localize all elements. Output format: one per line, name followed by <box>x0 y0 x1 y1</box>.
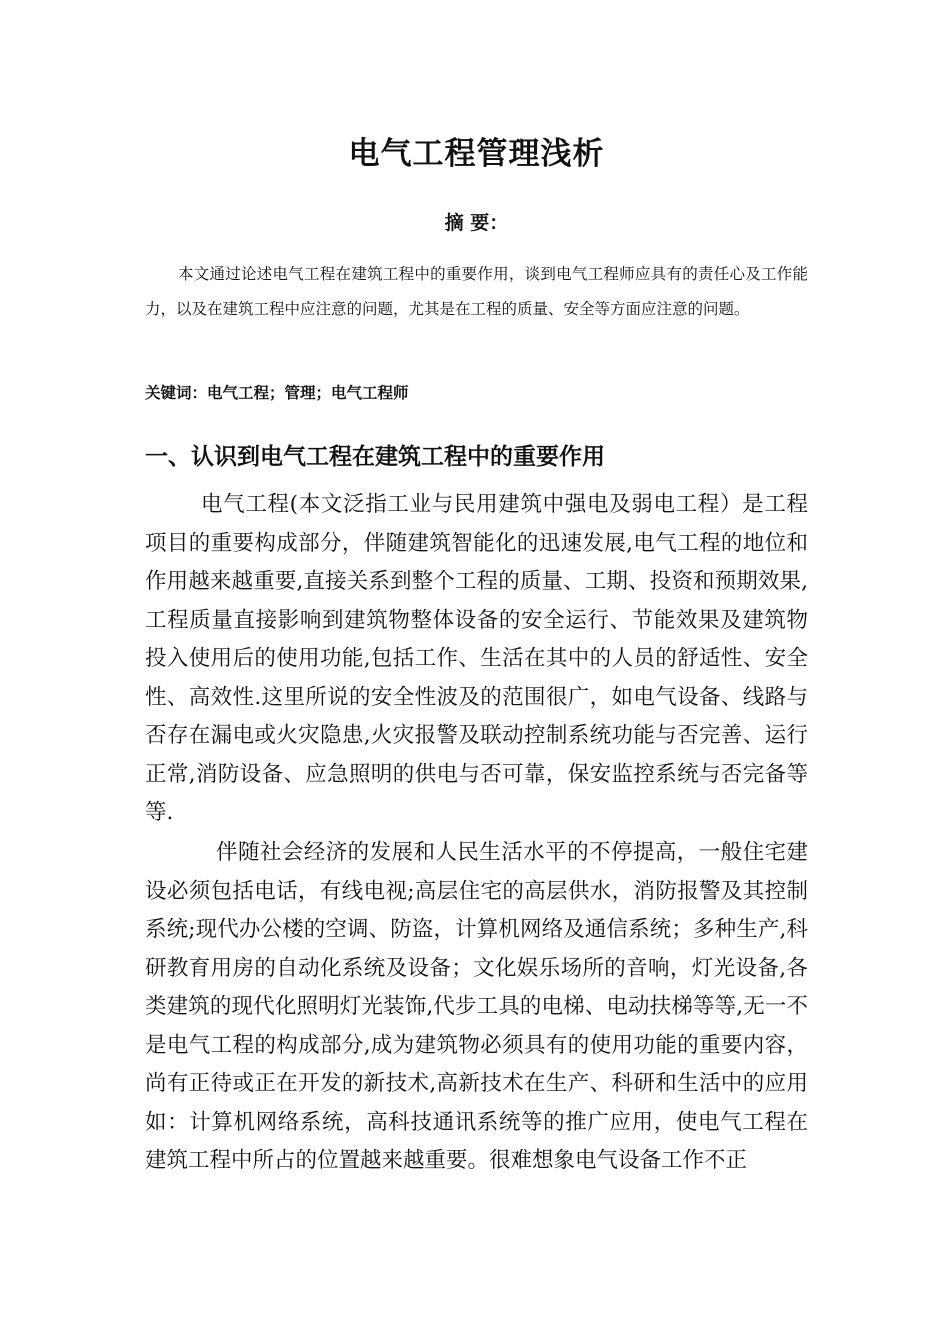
body-paragraph: 伴随社会经济的发展和人民生活水平的不停提高，一般住宅建设必须包括电话，有线电视;高层住宅的高层供水，消防报警及其控制系统;现代办公楼的空调、防盗，计算机网络及通信系统；多种生产,科研教育用房的自动化系统及设备；文化娱乐场所的音响，灯光设备,各类建筑的现代化照明灯光装饰,代步工具的电梯、电动扶梯等等,无一不是电气工程的构成部分,成为建筑物必须具有的使用功能的重要内容，尚有正待或正在开发的新技术,高新技术在生产、科研和生活中的应用如：计算机网络系统，高科技通讯系统等的推广应用，使电气工程在建筑工程中所占的位置越来越重要。很难想象电气设备工作不正 <box>145 840 808 1173</box>
body-paragraph: 电气工程(本文泛指工业与民用建筑中强电及弱电工程）是工程项目的重要构成部分，伴随建筑智能化的迅速发展,电气工程的地位和作用越来越重要,直接关系到整个工程的质量、工期、投资和预期效果,工程质量直接影响到建筑物整体设备的安全运行、节能效果及建筑物投入使用后的使用功能,包括工作、生活在其中的人员的舒适性、安全性、高效性.这里所说的安全性波及的范围很广，如电气设备、线路与否存在漏电或火灾隐患,火灾报警及联动控制系统功能与否完善、运行正常,消防设备、应急照明的供电与否可靠，保安监控系统与否完备等等. <box>145 492 808 825</box>
abstract-heading: 摘 要： <box>444 212 509 234</box>
abstract-text: 本文通过论述电气工程在建筑工程中的重要作用，谈到电气工程师应具有的责任心及工作能力，以及在建筑工程中应注意的问题，尤其是在工程的质量、安全等方面应注意的问题。 <box>145 265 808 318</box>
document-title: 电气工程管理浅析 <box>348 136 605 172</box>
section-heading: 一、认识到电气工程在建筑工程中的重要作用 <box>145 444 605 470</box>
keywords-line: 关键词：电气工程；管理；电气工程师 <box>145 384 409 402</box>
